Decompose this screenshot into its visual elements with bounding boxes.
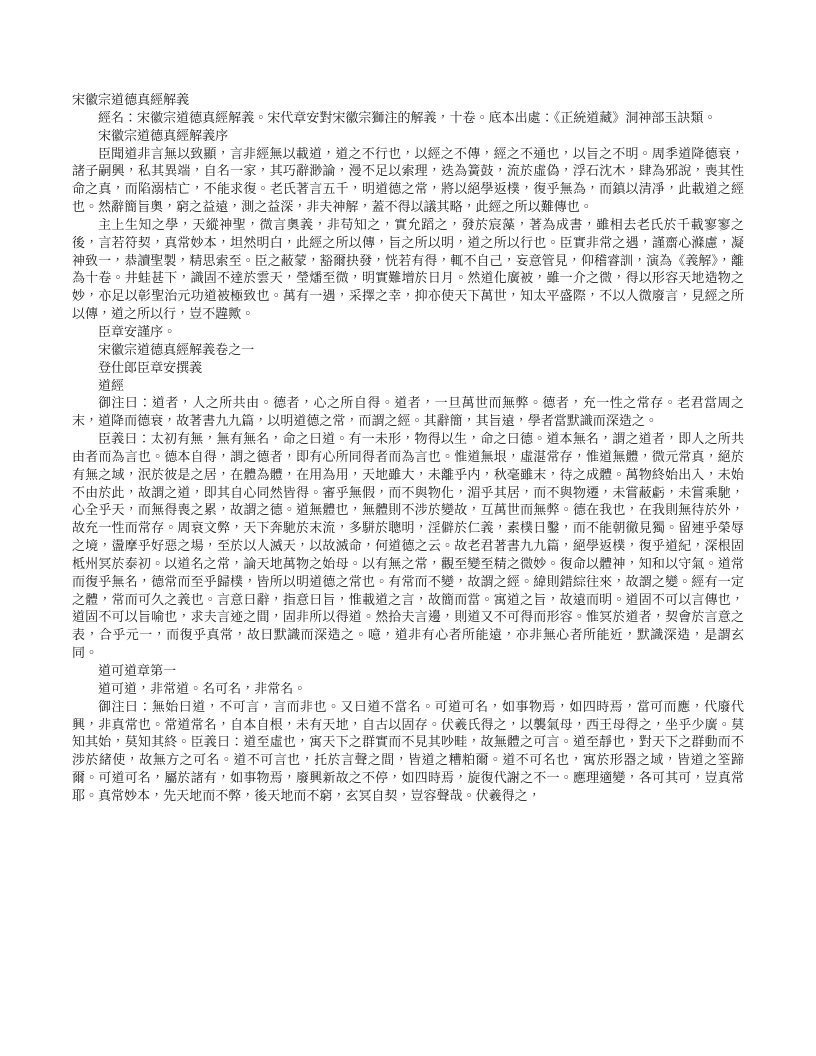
imperial-commentary-1: 御注曰：道者，人之所共由。德者，心之所自得。道者，一旦萬世而無弊。德者，充一性之常存。老君當周之末，道降而德衰，故著書九九篇，以明道德之常，而謂之經。其辭簡，其旨遠，學者當默識而深造之。 bbox=[72, 396, 744, 430]
preface-paragraph-2: 主上生知之學，天縱神聖，微言奧義，非苟知之，實允蹈之，發於宸藻，著為成書，雖相去老氏於千載寥寥之後，言若符契，真常妙本，坦然明白，此經之所以傳，旨之所以明，道之所以行也。臣實非常之遇，謹齋心滌慮，凝神致一，恭讀聖製，精思索至。臣之蔽蒙，豁爾抉發，恍若有得，輒不自己，妄意管見，仰稽睿訓，演為《義解》，離為十卷。井蛙甚下，識固不達於雲天，瑩燔至微，明實難增於日月。然道化廣被，雖一介之微，得以形容天地造物之妙，亦足以彰聖治元功道被極致也。萬有一遇，采擇之幸，抑亦使天下萬世，知太平盛際，不以人微廢言，見經之所以傳，道之所以行，豈不韙歟。 bbox=[72, 217, 744, 323]
preface-title: 宋徽宗道德真經解義序 bbox=[98, 128, 229, 144]
minister-commentary-1: 臣義曰：太初有無，無有無名，命之曰道。有一未形，物得以生，命之曰德。道本無名，謂之道者，即人之所共由者而為言也。德本自得，謂之德者，即有心所同得者而為言也。惟道無垠，虛湛常存，惟道無體，微元常真，絕於有無之域，泯於彼是之居，在體為體，在用為用，天地雖大，未離乎内，秋毫雖末，待之成體。萬物終始出入，未始不由於此，故謂之道，即其自心同然皆得。審乎無假，而不與物化，湄乎其居，而不與物遷，未嘗蔽虧，未嘗乘馳，心全乎天，而無得喪之累，故謂之德。道無體也，無體則不涉於變故，互萬世而無弊。德在我也，在我則無待於外，故充一性而常存。周衰文弊，天下奔馳於末流，多駢於聰明，淫僻於仁義，素樸日鑿，而不能朝徹見獨。留連乎榮辱之境，盪摩乎好惡之場，至於以人滅天，以故滅命，何道德之云。故老君著書九九篇，絕學返樸，復乎道紀，深根固柢州冥於泰初。以道名之常，論天地萬物之始母。以有無之常，觀至變至精之微妙。復命以體神，知和以守氣。道常而復乎無名，德常而至乎歸樸，皆所以明道德之常也。有常而不變，故謂之經。緯則錯綜往來，故謂之變。經有一定之體，常而可久之義也。言意曰辭，指意曰旨，惟載道之言，故簡而當。寓道之旨，故遠而明。道固不可以言傳也，道固不可以旨喻也，求夫言迹之間，固非所以得道。然拾夫言邊，則道又不可得而形容。惟冥於道者，契會於言意之表，合乎元一，而復乎真常，故曰默識而深造之。噫，道非有心者所能遠，亦非無心者所能近，默識深造，是謂玄同。 bbox=[72, 432, 744, 662]
volume-title: 宋徽宗道德真經解義卷之一 bbox=[98, 342, 255, 358]
document-text-body bbox=[72, 92, 744, 806]
preface-paragraph-1: 臣聞道非言無以致顯，言非經無以載道，道之不行也，以經之不傳，經之不通也，以旨之不明。周季道降德衰，諸子嗣興，私其異端，自名一家，其巧辭渺論，漫不足以索理，迭為簧鼓，流於虛偽，浮石沈木，肆為邪說，喪其性命之真，而陷溺桔亡，不能求復。老氏著言五千，明道德之常，將以絕學返樸，復乎無為，而鎮以清凈，此載道之經也。然辭簡旨奧，窮之益遠，測之益深，非夫神解，蓋不得以議其略，此經之所以難傳也。 bbox=[72, 146, 744, 216]
author-line: 登仕郎臣章安撰義 bbox=[98, 360, 203, 376]
preface-signature: 臣章安謹序。 bbox=[98, 324, 177, 340]
imperial-commentary-2: 御注曰：無始曰道，不可言，言而非也。又曰道不當名。可道可名，如事物焉，如四時焉，當可而應，代廢代興，非真常也。常道常名，自本自根，未有天地，自古以固存。伏羲氏得之，以襲氣母，西王母得之，坐乎少廣。莫知其始，莫知其終。臣義曰：道至虛也，寓天下之群實而不見其吵畦，故無體之可言。道至靜也，對天下之群動而不涉於緒使，故無方之可名。道不可言也，托於言聲之間，皆道之糟粕爾。道不可名也，寓於形器之域，皆道之筌蹄爾。可道可名，屬於諸有，如事物焉，廢興新故之不停，如四時焉，旋復代謝之不一。應理適變，各可其可，豈真常耶。真常妙本，先天地而不弊，後天地而不窮，玄冥自契，豈容聲哉。伏羲得之， bbox=[72, 699, 744, 804]
source-note: 經名：宋徽宗道德真經解義。宋代章安對宋徽宗獅注的解義，十卷。底本出處：《正統道藏》洞神部玉訣類。 bbox=[98, 110, 717, 126]
chapter-title-1: 道可道章第一 bbox=[98, 664, 177, 679]
doc-title: 宋徽宗道德真經解義 bbox=[72, 93, 190, 108]
chapter-text-1: 道可道，非常道。名可名，非常名。 bbox=[98, 681, 307, 697]
section-title-daojing: 道經 bbox=[98, 378, 125, 394]
